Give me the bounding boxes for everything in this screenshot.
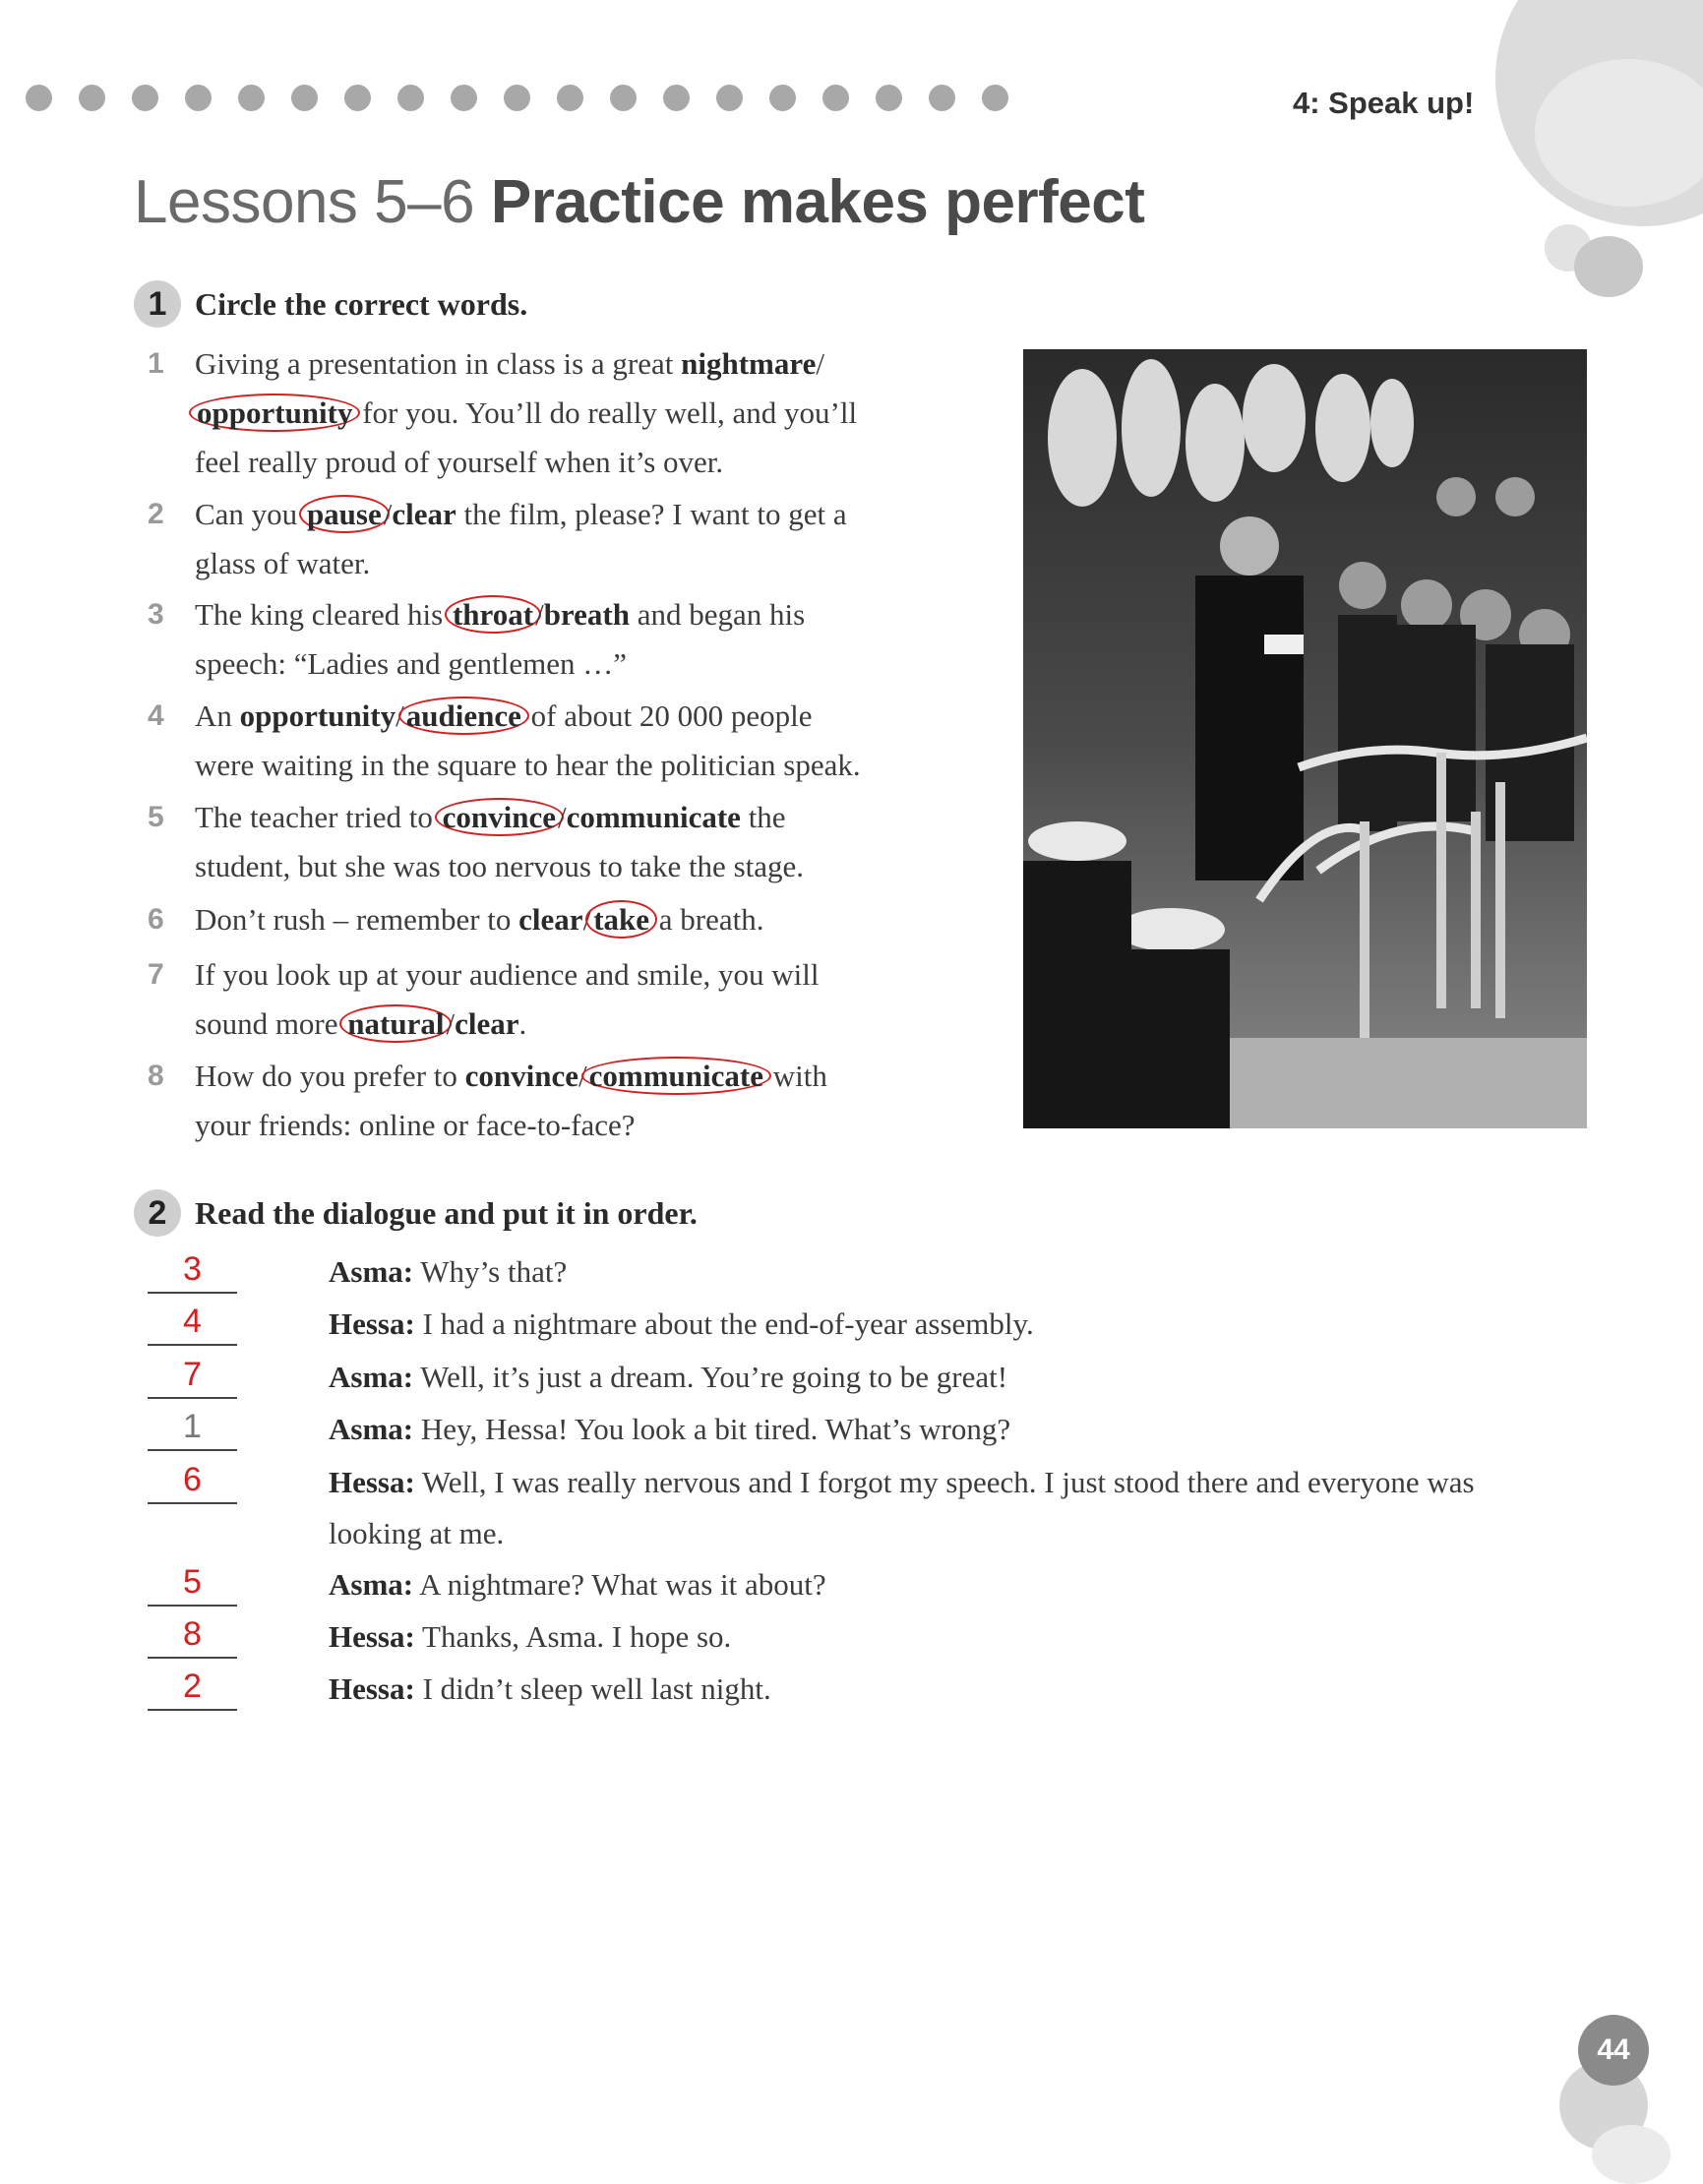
item-text: Can you (195, 497, 305, 531)
exercise-2-heading (134, 1189, 698, 1237)
order-answer-blank[interactable]: 7 (148, 1352, 237, 1399)
circled-answer: opportunity (189, 394, 360, 432)
decorative-dot (451, 85, 477, 111)
decorative-dot (238, 85, 265, 111)
item-line (148, 590, 994, 639)
item-line (148, 950, 994, 1000)
circled-answer: communicate (581, 1057, 771, 1095)
item-number: 7 (148, 958, 164, 991)
dialogue-speech (329, 1352, 1529, 1403)
word-option: clear (518, 902, 583, 937)
item-text: / (582, 902, 592, 937)
speech-text: Why’s that? (413, 1254, 568, 1289)
item-number: 1 (148, 347, 164, 380)
item-text: / (395, 698, 404, 733)
decorative-dot (610, 85, 637, 111)
dialogue-speech (329, 1559, 1529, 1610)
decorative-dot (822, 85, 849, 111)
exercise-item (148, 895, 994, 944)
item-line (148, 741, 994, 790)
lesson-title: Practice makes perfect (490, 168, 1145, 236)
speaker-name: Asma: (329, 1412, 414, 1446)
item-text: speech: “Ladies and gentlemen …” (195, 646, 627, 681)
circled-answer: throat (445, 595, 541, 634)
dialogue-speech (329, 1457, 1529, 1559)
speaker-name: Asma: (329, 1360, 414, 1394)
decorative-dot (982, 85, 1008, 111)
speech-text: A nightmare? What was it about? (413, 1567, 826, 1602)
decorative-dots (26, 85, 1008, 111)
item-text: / (383, 497, 393, 531)
item-line (148, 339, 994, 389)
circled-answer: take (585, 900, 657, 939)
item-text: your friends: online or face-to-face? (195, 1108, 636, 1142)
page-title (134, 167, 1144, 237)
item-text: were waiting in the square to hear the politician speak. (195, 748, 861, 782)
circled-answer: audience (398, 697, 529, 735)
decorative-dot (876, 85, 902, 111)
item-text: the (740, 800, 786, 834)
item-line (148, 793, 994, 842)
decorative-dot (132, 85, 158, 111)
exercise-instruction: Circle the correct words. (195, 285, 528, 322)
exercise-item (148, 1052, 994, 1150)
circled-answer: natural (339, 1004, 452, 1043)
item-line (148, 1052, 994, 1101)
word-option: opportunity (239, 698, 396, 733)
item-line (148, 438, 994, 487)
item-text: . (518, 1006, 527, 1041)
lesson-range: Lessons 5–6 (134, 168, 475, 236)
item-number: 2 (148, 498, 164, 530)
order-answer-blank[interactable]: 4 (148, 1299, 237, 1346)
decorative-circle (1574, 236, 1643, 297)
dialogue-speech (329, 1404, 1529, 1455)
dialogue-speech (329, 1299, 1529, 1350)
exercise-item (148, 950, 994, 1049)
item-text: of about 20 000 people (522, 698, 813, 733)
decorative-dot (716, 85, 743, 111)
item-line (148, 1101, 994, 1150)
exercise-item (148, 590, 994, 689)
item-number: 4 (148, 699, 164, 732)
order-answer-blank[interactable]: 1 (148, 1404, 237, 1451)
item-text: glass of water. (195, 546, 371, 580)
item-text: / (446, 1006, 456, 1041)
word-option: convince (464, 1059, 579, 1093)
order-answer-blank[interactable]: 8 (148, 1611, 237, 1659)
item-line (148, 1000, 994, 1049)
decorative-dot (291, 85, 318, 111)
item-line (148, 490, 994, 539)
decorative-dot (344, 85, 371, 111)
item-line (148, 842, 994, 891)
decorative-dot (663, 85, 690, 111)
decorative-dot (79, 85, 105, 111)
speech-text: Well, it’s just a dream. You’re going to be great! (413, 1360, 1008, 1394)
order-answer-blank[interactable]: 3 (148, 1246, 237, 1294)
speaker-name: Asma: (329, 1567, 414, 1602)
exercise-1-heading (134, 280, 527, 328)
photo-king-speech (1023, 349, 1587, 1128)
circled-answer: convince (435, 798, 564, 836)
speaker-name: Hessa: (329, 1671, 415, 1706)
item-text: If you look up at your audience and smile, you will (195, 957, 820, 992)
exercise-number-badge: 1 (134, 280, 181, 328)
item-line (148, 895, 994, 944)
exercise-item (148, 339, 994, 487)
exercise-item (148, 490, 994, 588)
item-text: and began his (629, 597, 806, 632)
dialogue-speech (329, 1246, 1529, 1298)
decorative-circle (1592, 2125, 1671, 2184)
dialogue-speech (329, 1611, 1529, 1663)
item-text: a breath. (651, 902, 764, 937)
item-text: Don’t rush – remember to (195, 902, 519, 937)
word-option: communicate (566, 800, 741, 834)
decorative-dot (557, 85, 583, 111)
speech-text: I didn’t sleep well last night. (414, 1671, 771, 1706)
exercise-item (148, 692, 994, 790)
item-text: the film, please? I want to get a (456, 497, 847, 531)
dialogue-speech (329, 1664, 1529, 1715)
decorative-dot (504, 85, 530, 111)
page-number: 44 (1578, 2015, 1649, 2086)
item-text: / (557, 800, 567, 834)
item-line (148, 389, 994, 438)
decorative-dot (26, 85, 52, 111)
item-text: student, but she was too nervous to take the stage. (195, 849, 805, 883)
speaker-name: Hessa: (329, 1465, 415, 1499)
order-answer-blank[interactable]: 5 (148, 1559, 237, 1607)
item-text: How do you prefer to (195, 1059, 465, 1093)
item-text: sound more (195, 1006, 346, 1041)
item-text: An (195, 698, 240, 733)
item-line (148, 692, 994, 741)
item-text: feel really proud of yourself when it’s over. (195, 445, 724, 479)
speech-text: I had a nightmare about the end-of-year assembly. (414, 1306, 1034, 1341)
speech-text: Thanks, Asma. I hope so. (414, 1619, 732, 1654)
exercise-instruction: Read the dialogue and put it in order. (195, 1194, 698, 1231)
item-text: Giving a presentation in class is a great (195, 346, 682, 381)
speaker-name: Hessa: (329, 1619, 415, 1654)
exercise-number-badge: 2 (134, 1189, 181, 1237)
item-number: 5 (148, 801, 164, 833)
item-text: / (816, 346, 824, 381)
word-option: clear (455, 1006, 519, 1041)
circled-answer: pause (299, 495, 390, 533)
item-text: for you. You’ll do really well, and you’ll (354, 395, 858, 430)
item-number: 3 (148, 598, 164, 631)
speech-text: Hey, Hessa! You look a bit tired. What’s wrong? (413, 1412, 1011, 1446)
speech-text: Well, I was really nervous and I forgot my speech. I just stood there and everyone was looking at me. (329, 1465, 1475, 1550)
item-text: The king cleared his (195, 597, 451, 632)
word-option: breath (543, 597, 630, 632)
item-number: 6 (148, 903, 164, 936)
item-text: / (535, 597, 544, 632)
decorative-dot (185, 85, 212, 111)
word-option: clear (392, 497, 456, 531)
item-text: / (578, 1059, 587, 1093)
decorative-dot (397, 85, 424, 111)
order-answer-blank[interactable]: 6 (148, 1457, 237, 1504)
decorative-dot (929, 85, 955, 111)
speaker-name: Asma: (329, 1254, 414, 1289)
item-line (148, 639, 994, 689)
item-line (148, 539, 994, 588)
unit-label: 4: Speak up! (1293, 86, 1475, 120)
order-answer-blank[interactable]: 2 (148, 1664, 237, 1711)
photo-illustration (1023, 349, 1587, 1128)
exercise-item (148, 793, 994, 891)
word-option: nightmare (681, 346, 817, 381)
item-text: The teacher tried to (195, 800, 441, 834)
item-text: with (764, 1059, 827, 1093)
item-number: 8 (148, 1060, 164, 1092)
speaker-name: Hessa: (329, 1306, 415, 1341)
decorative-dot (769, 85, 796, 111)
